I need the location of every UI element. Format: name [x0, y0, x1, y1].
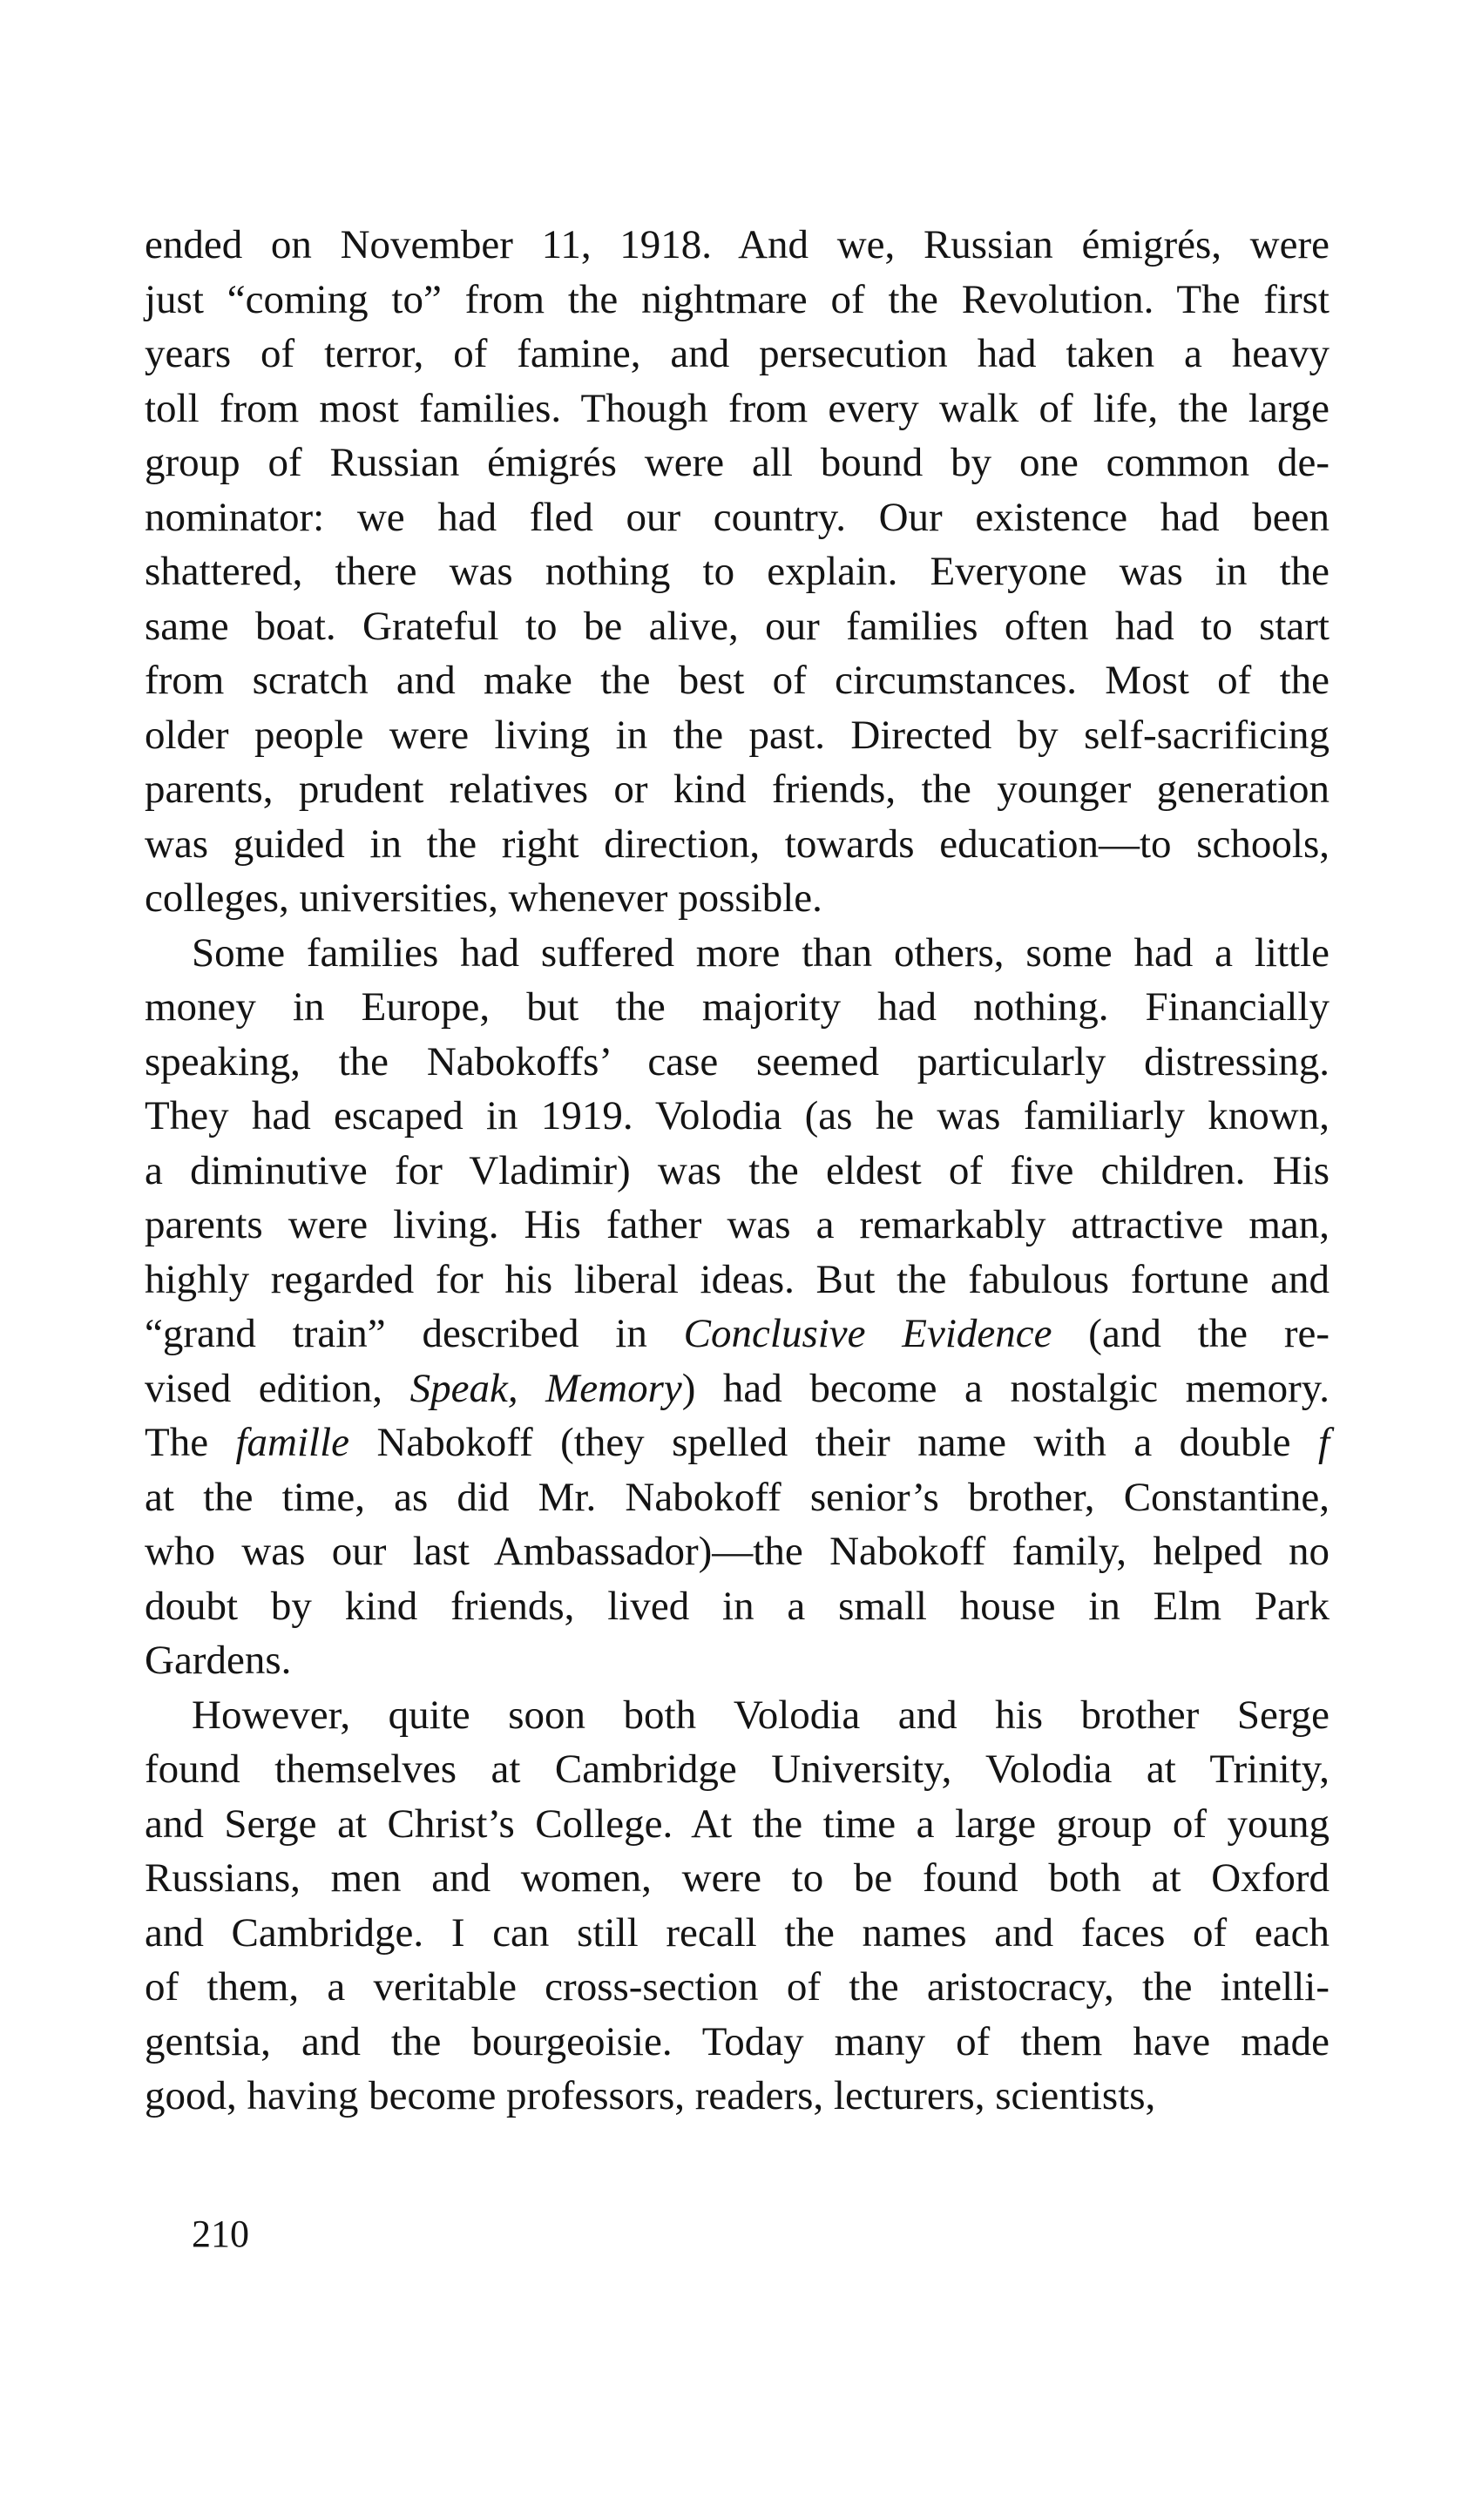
text-line [145, 544, 1330, 599]
text-segment: Nabokoff (they spelled their name with a double [349, 1420, 1318, 1465]
text-line [145, 817, 1330, 872]
text-line [145, 1579, 1330, 1634]
text-line [145, 1089, 1330, 1144]
text-line [145, 1198, 1330, 1253]
text-segment: shattered, there was nothing to explain. Everyone was in the [145, 549, 1330, 594]
text-segment: (and the re- [1052, 1311, 1330, 1356]
text-segment: just “coming to” from the nightmare of the Revolution. The first [145, 276, 1330, 322]
text-segment: However, quite soon both Volodia and his brother Serge [192, 1692, 1330, 1738]
text-line [145, 490, 1330, 545]
text-line [145, 1960, 1330, 2015]
text-segment: and Cambridge. I can still recall the names and faces of each [145, 1909, 1330, 1956]
text-segment: parents, prudent relatives or kind friends, the younger generation [145, 767, 1330, 812]
text-segment: nominator: we had fled our country. Our existence had been [145, 494, 1330, 540]
paragraph [145, 926, 1330, 1688]
paragraph [145, 218, 1330, 926]
text-segment: ended on November 11, 1918. And we, Russian émigrés, were [145, 222, 1330, 267]
paragraph [145, 1688, 1330, 2124]
text-line [145, 1524, 1330, 1579]
italic-title: f [1317, 1420, 1330, 1465]
text-line [145, 980, 1330, 1035]
text-segment: money in Europe, but the majority had nothing. Financially [145, 984, 1330, 1030]
text-segment: of them, a veritable cross-section of the aristocracy, the intelli- [145, 1964, 1330, 2010]
text-line [145, 1633, 1330, 1688]
text-line [145, 382, 1330, 436]
text-line [145, 1035, 1330, 1090]
text-segment: vised edition, [145, 1365, 410, 1411]
text-line [145, 218, 1330, 273]
text-line [145, 1307, 1330, 1361]
text-segment: Russians, men and women, were to be found both at Oxford [145, 1855, 1330, 1901]
text-segment: found themselves at Cambridge University, Volodia at Trinity, [145, 1746, 1330, 1792]
text-segment: ) had become a nostalgic memory. [681, 1365, 1330, 1411]
text-segment: “grand train” described in [145, 1311, 684, 1356]
text-line [145, 926, 1330, 981]
text-segment: from scratch and make the best of circumstances. Most of the [145, 658, 1330, 703]
text-segment: highly regarded for his liberal ideas. But the fabulous fortune and [145, 1256, 1330, 1302]
text-segment: and Serge at Christ’s College. At the time a large group of young [145, 1800, 1330, 1847]
text-line [145, 2069, 1330, 2124]
text-line [145, 2015, 1330, 2070]
text-line [145, 327, 1330, 382]
text-segment: at the time, as did Mr. Nabokoff senior’s brother, Constantine, [145, 1474, 1330, 1520]
text-segment: Gardens. [145, 1638, 292, 1683]
text-line [145, 436, 1330, 490]
text-segment: The [145, 1420, 236, 1465]
text-line [145, 1742, 1330, 1797]
text-line [145, 1361, 1330, 1416]
text-line [145, 762, 1330, 817]
text-segment: years of terror, of famine, and persecution had taken a heavy [145, 331, 1330, 376]
italic-title: Speak, Memory [409, 1365, 682, 1411]
text-line [145, 1470, 1330, 1525]
text-line [145, 708, 1330, 763]
text-line [145, 871, 1330, 926]
text-line [145, 599, 1330, 654]
text-segment: who was our last Ambassador)—the Nabokoff family, helped no [145, 1529, 1330, 1574]
text-line [145, 1851, 1330, 1906]
text-line [145, 1688, 1330, 1743]
text-segment: group of Russian émigrés were all bound by one common de- [145, 440, 1330, 485]
text-segment: speaking, the Nabokoffs’ case seemed particularly distressing. [145, 1038, 1330, 1084]
text-segment: They had escaped in 1919. Volodia (as he was familiarly known, [145, 1093, 1330, 1138]
text-segment: colleges, universities, whenever possible. [145, 875, 822, 921]
italic-title: Conclusive Evidence [683, 1311, 1052, 1356]
text-segment: was guided in the right direction, towards education—to schools, [145, 821, 1330, 867]
text-segment: parents were living. His father was a remarkably attractive man, [145, 1202, 1330, 1247]
text-line [145, 1797, 1330, 1852]
text-line [145, 1253, 1330, 1307]
text-line [145, 653, 1330, 708]
text-segment: gentsia, and the bourgeoisie. Today many of them have made [145, 2018, 1330, 2064]
text-segment: older people were living in the past. Directed by self-sacrificing [145, 712, 1330, 758]
text-line [145, 1415, 1330, 1470]
text-segment: same boat. Grateful to be alive, our families often had to start [145, 603, 1330, 649]
text-line [145, 273, 1330, 328]
text-segment: Some families had suffered more than others, some had a little [192, 929, 1330, 976]
italic-title: famille [235, 1420, 350, 1465]
body-text [145, 218, 1330, 2124]
text-segment: doubt by kind friends, lived in a small house in Elm Park [145, 1583, 1330, 1629]
text-segment: a diminutive for Vladimir) was the eldest of five children. His [145, 1147, 1330, 1193]
page-number: 210 [192, 2213, 249, 2255]
text-segment: good, having become professors, readers, lecturers, scientists, [145, 2073, 1156, 2118]
text-line [145, 1906, 1330, 1961]
text-line [145, 1144, 1330, 1199]
text-segment: toll from most families. Though from every walk of life, the large [145, 385, 1330, 431]
